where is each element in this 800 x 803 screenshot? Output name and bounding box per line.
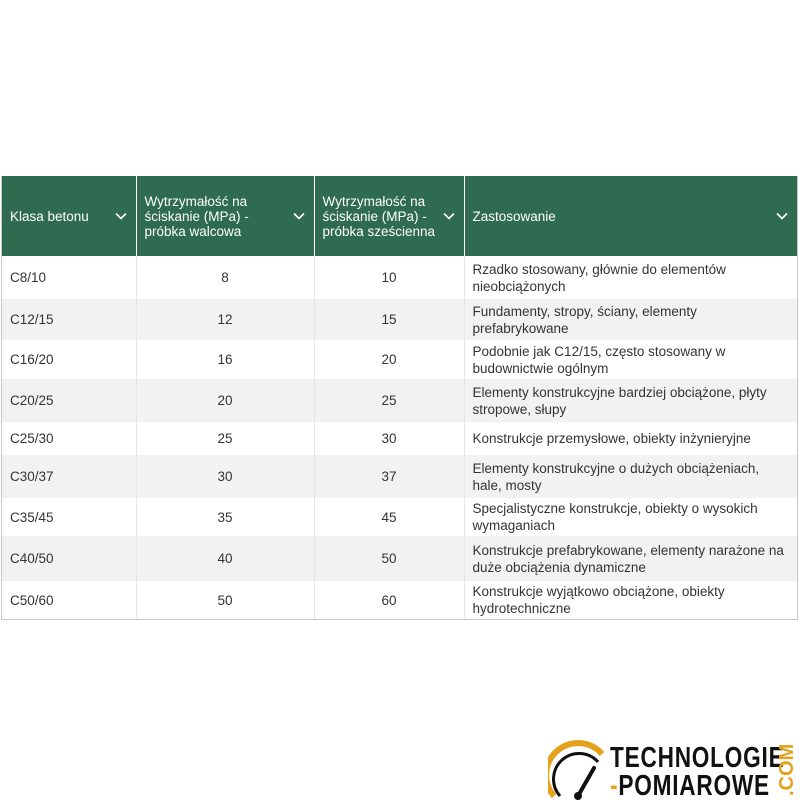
logo-line-2-text: POMIAROWE: [618, 770, 770, 802]
technologie-pomiarowe-logo: [548, 738, 800, 800]
cell-szescienna: 25: [314, 379, 464, 422]
cell-szescienna: 50: [314, 536, 464, 581]
cell-walcowa: 30: [136, 455, 314, 498]
gauge-icon: [548, 738, 606, 800]
chevron-down-icon[interactable]: [775, 209, 789, 223]
cell-zastosowanie: Konstrukcje przemysłowe, obiekty inżynieryjne: [472, 431, 751, 446]
chevron-down-icon[interactable]: [292, 209, 306, 223]
cell-walcowa: 20: [136, 379, 314, 422]
cell-walcowa: 25: [136, 422, 314, 455]
table-row: [2, 256, 797, 299]
cell-klasa: C40/50: [2, 536, 136, 581]
cell-klasa: C30/37: [2, 455, 136, 498]
cell-szescienna: 20: [314, 340, 464, 379]
cell-szescienna: 15: [314, 299, 464, 340]
logo-line-2: [610, 770, 770, 803]
table-row: [2, 340, 797, 379]
table-row: [2, 498, 797, 536]
column-header-szescienna[interactable]: [314, 176, 464, 256]
column-header-zastosowanie[interactable]: [464, 176, 797, 256]
logo-line-1: TECHNOLOGIE: [610, 742, 785, 774]
cell-walcowa: 12: [136, 299, 314, 340]
cell-szescienna: 30: [314, 422, 464, 455]
cell-szescienna: 10: [314, 256, 464, 299]
cell-klasa: C50/60: [2, 581, 136, 619]
cell-walcowa: 35: [136, 498, 314, 536]
column-header-label: Zastosowanie: [472, 208, 556, 224]
cell-klasa: C25/30: [2, 422, 136, 455]
cell-szescienna: 37: [314, 455, 464, 498]
cell-zastosowanie: Elementy konstrukcyjne o dużych obciążeniach, hale, mosty: [472, 460, 760, 493]
table-row: [2, 422, 797, 455]
column-header-label: Klasa betonu: [10, 208, 89, 224]
cell-zastosowanie: Elementy konstrukcyjne bardziej obciążone, płyty stropowe, słupy: [472, 384, 767, 417]
cell-walcowa: 40: [136, 536, 314, 581]
cell-walcowa: 8: [136, 256, 314, 299]
cell-zastosowanie: Fundamenty, stropy, ściany, elementy prefabrykowane: [472, 303, 697, 336]
table-row: [2, 299, 797, 340]
logo-dash: -: [610, 770, 619, 802]
column-header-label: Wytrzymałość na ściskanie (MPa) - próbka sześcienna: [322, 193, 436, 239]
cell-zastosowanie: Specjalistyczne konstrukcje, obiekty o wysokich wymaganiach: [472, 501, 758, 533]
chevron-down-icon[interactable]: [114, 209, 128, 223]
table-row: [2, 536, 797, 581]
table-row: [2, 455, 797, 498]
cell-szescienna: 45: [314, 498, 464, 536]
column-header-label: Wytrzymałość na ściskanie (MPa) - próbka walcowa: [144, 193, 249, 239]
column-header-klasa[interactable]: [2, 176, 136, 256]
table-header-row: [2, 176, 797, 256]
cell-zastosowanie: Rzadko stosowany, głównie do elementów nieobciążonych: [472, 261, 726, 294]
cell-klasa: C8/10: [2, 256, 136, 299]
chevron-down-icon[interactable]: [442, 209, 456, 223]
cell-klasa: C12/15: [2, 299, 136, 340]
cell-zastosowanie: Podobnie jak C12/15, często stosowany w budownictwie ogólnym: [472, 343, 726, 376]
cell-klasa: C20/25: [2, 379, 136, 422]
cell-walcowa: 50: [136, 581, 314, 619]
cell-walcowa: 16: [136, 340, 314, 379]
cell-szescienna: 60: [314, 581, 464, 619]
cell-zastosowanie: Konstrukcje prefabrykowane, elementy narażone na duże obciążenia dynamiczne: [472, 542, 784, 575]
column-header-walcowa[interactable]: [136, 176, 314, 256]
table-row: [2, 581, 797, 619]
logo-suffix: .COM: [776, 743, 798, 796]
table-row: [2, 379, 797, 422]
cell-klasa: C16/20: [2, 340, 136, 379]
cell-zastosowanie: Konstrukcje wyjątkowo obciążone, obiekty hydrotechniczne: [472, 584, 725, 616]
cell-klasa: C35/45: [2, 498, 136, 536]
concrete-class-table: [1, 176, 798, 620]
